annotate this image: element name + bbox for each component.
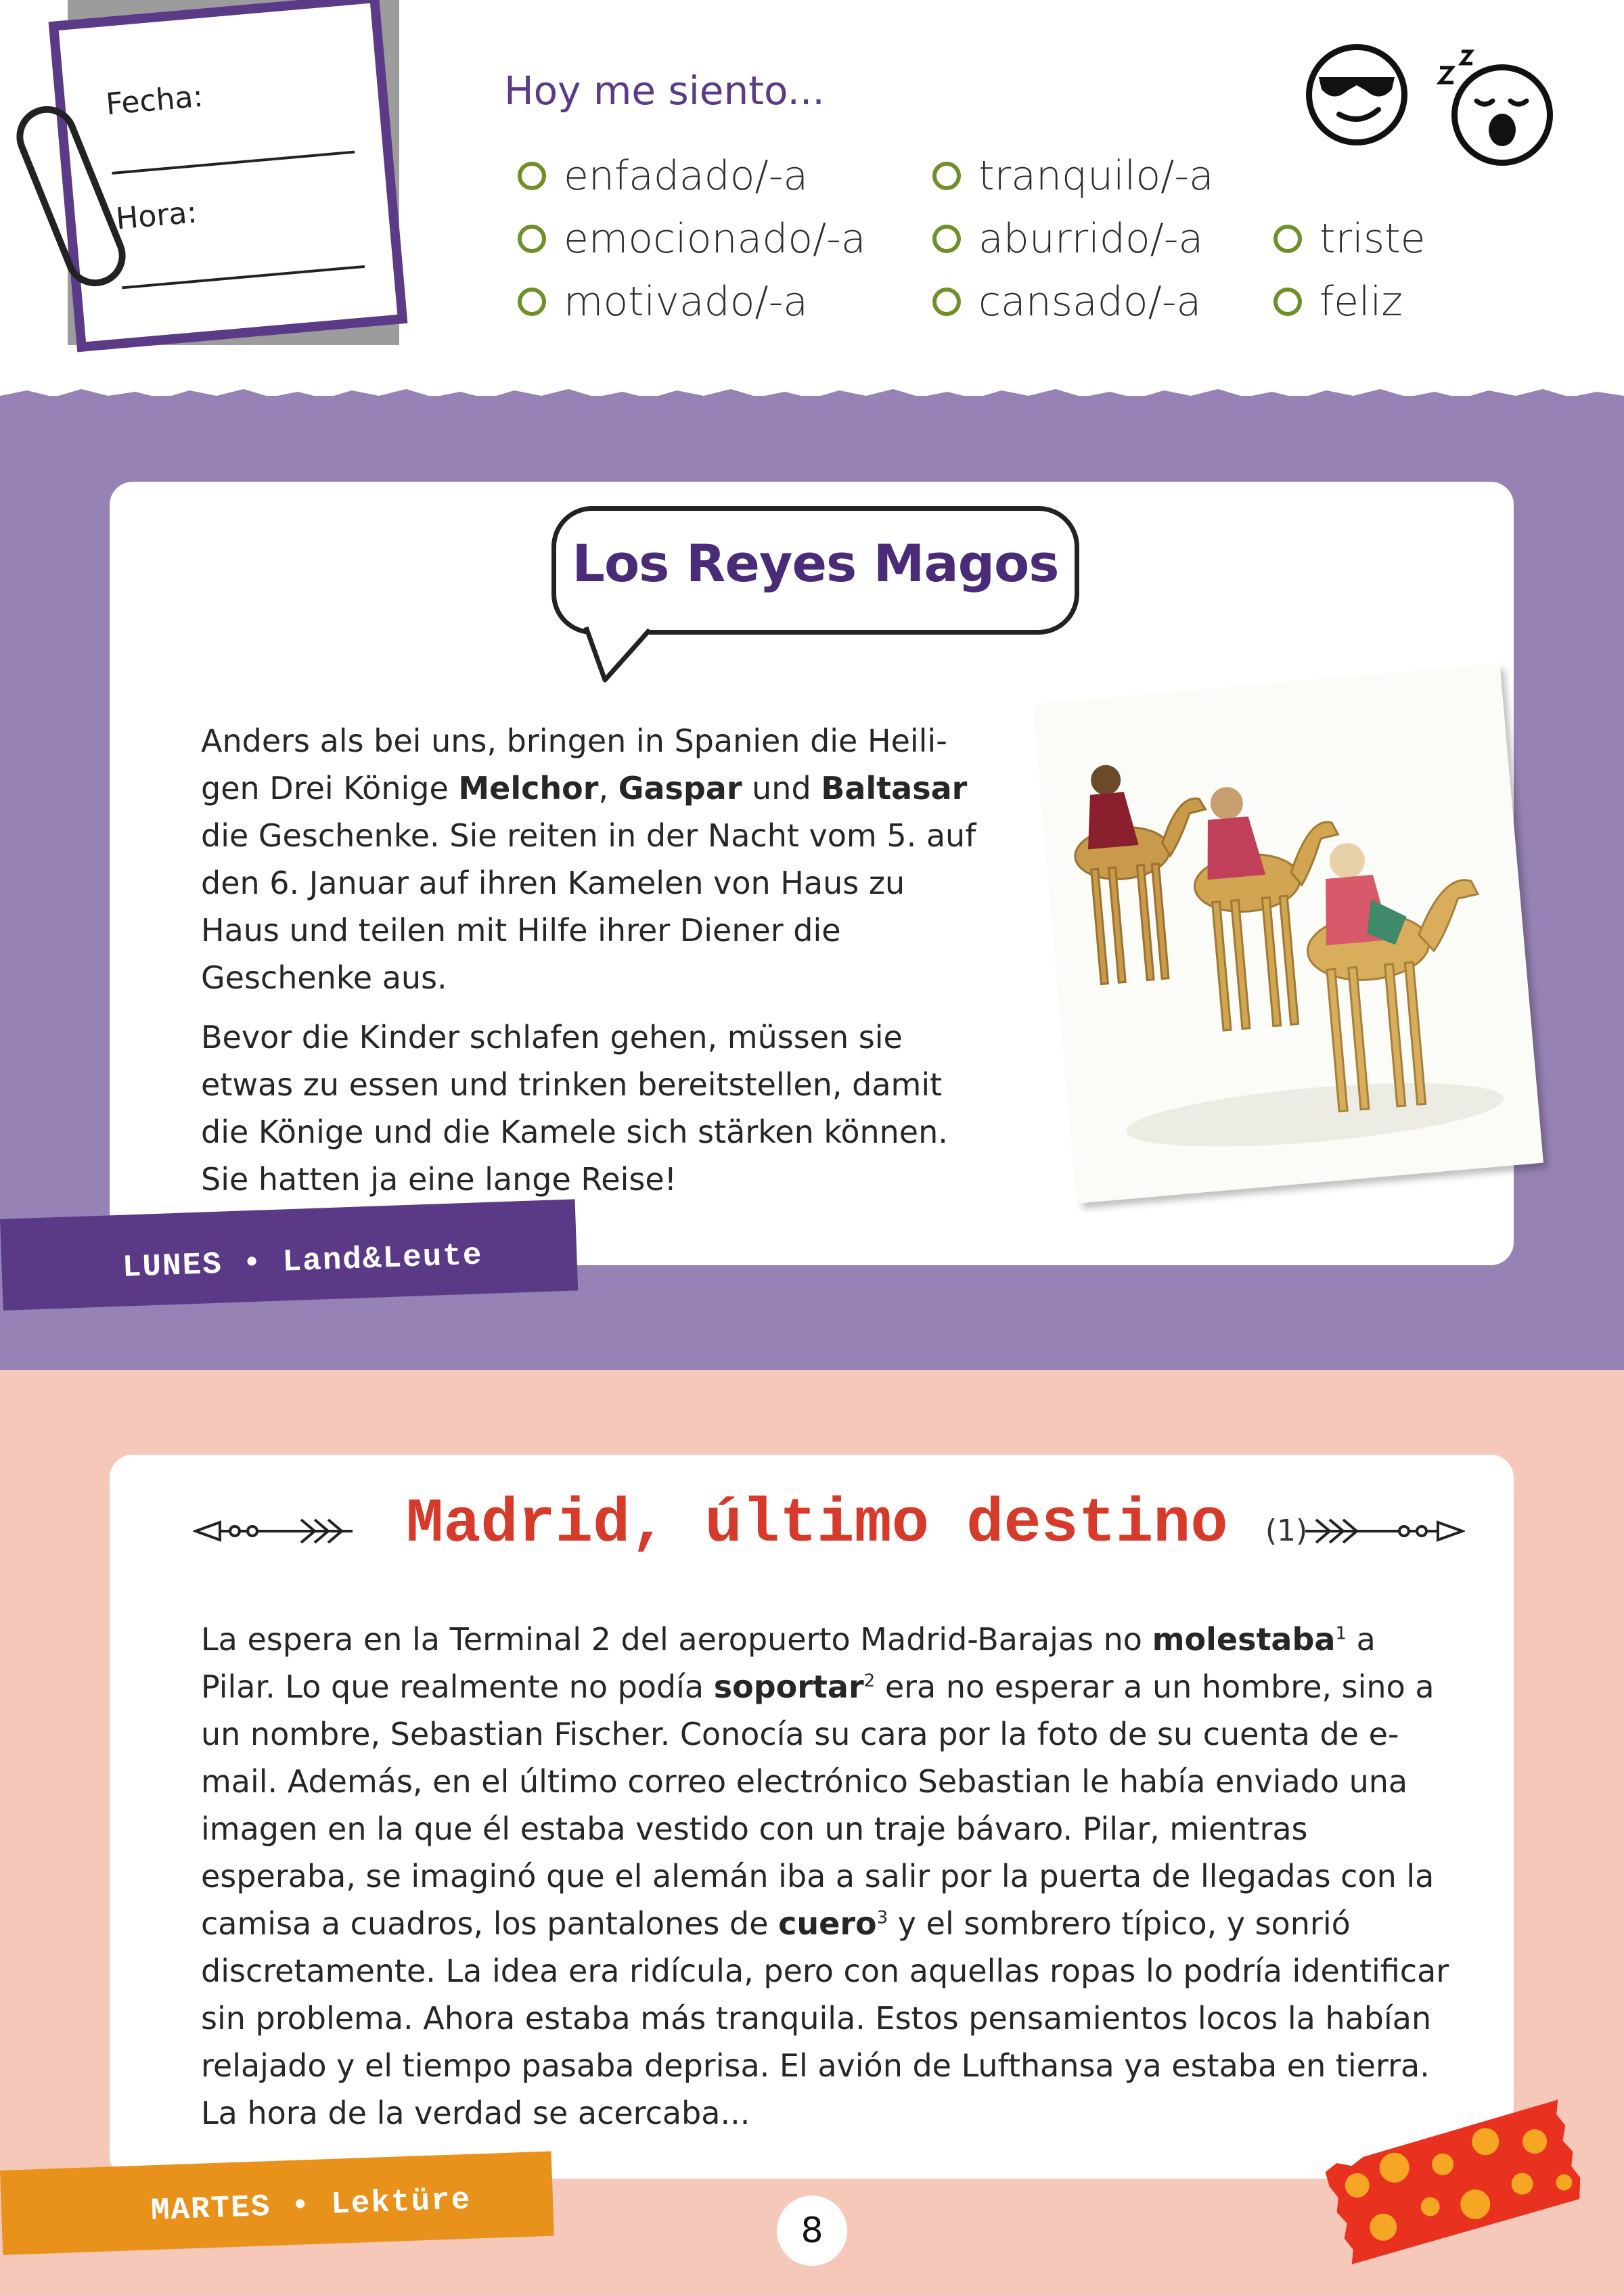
- mood-option-enfadado[interactable]: [518, 152, 808, 200]
- zzz-icon: [1435, 41, 1489, 95]
- vocab-word: soportar: [713, 1668, 864, 1705]
- radio-circle-icon[interactable]: [518, 162, 546, 190]
- radio-circle-icon[interactable]: [932, 288, 961, 316]
- mood-option-label: motivado/-a: [564, 278, 809, 325]
- mood-option-label: enfadado/-a: [564, 152, 809, 200]
- radio-circle-icon[interactable]: [932, 162, 961, 190]
- section-title: Los Reyes Magos: [572, 533, 1059, 593]
- mood-title: Hoy me siento...: [504, 68, 825, 114]
- bold-word: Baltasar: [821, 770, 968, 806]
- story-title: Madrid, último destino (1): [406, 1489, 1308, 1560]
- radio-circle-icon[interactable]: [1273, 225, 1302, 253]
- martes-tag-label: MARTES • Lektüre: [150, 2182, 472, 2229]
- page-number: 8: [777, 2196, 847, 2266]
- speech-bubble-tail: [582, 626, 656, 687]
- mood-option-label: aburrido/-a: [978, 215, 1204, 263]
- radio-circle-icon[interactable]: [518, 288, 546, 316]
- footnote-marker: 3: [876, 1907, 888, 1928]
- vocab-word: cuero: [778, 1905, 877, 1942]
- mood-option-label: tranquilo/-a: [978, 152, 1214, 200]
- arrow-right-decoration-icon: [1303, 1514, 1465, 1548]
- mood-option-cansado[interactable]: [932, 278, 1201, 325]
- mood-option-feliz[interactable]: [1273, 278, 1403, 325]
- radio-circle-icon[interactable]: [1273, 288, 1302, 316]
- story-text: La espera en la Terminal 2 del aeropuerto Madrid-Barajas no molestaba$^1$ a Pilar. Lo que realmente no podía soportar$^2$ era no esperar a un hombre, sino a un nombre, Sebastian Fischer. Conocía su cara por la foto de su cuenta de e-mail. Además, en el último correo electrónico Sebastian le había enviado una imagen en la que él estaba vestido con un traje bávaro. Pilar, mientras esperaba, se imaginó que el alemán iba a salir por la puerta de llegadas con la camisa a cuadros, los pantalones de cuero$^3$ y el sombrero típico, y sonrió discretamente. La idea era ridícula, pero con aquellas ropas lo podría identificar sin problema. Ahora estaba más tranquila. Estos pensamientos locos la habían relajado y el tiempo pasaba deprisa. El avión de Lufthansa ya estaba en tierra. La hora de la verdad se acercaba...: [201, 1621, 1449, 2131]
- mood-option-aburrido[interactable]: [932, 215, 1203, 263]
- torn-edge: [0, 385, 1624, 405]
- time-label: Hora:: [114, 195, 199, 237]
- mood-option-label: cansado/-a: [978, 278, 1202, 325]
- mood-option-triste[interactable]: [1273, 215, 1426, 263]
- radio-circle-icon[interactable]: [518, 225, 546, 253]
- footnote-marker: 1: [1335, 1623, 1347, 1644]
- three-kings-photo: [1035, 664, 1543, 1203]
- cool-face-icon: [1306, 44, 1407, 145]
- radio-circle-icon[interactable]: [932, 225, 961, 253]
- vocab-word: molestaba: [1152, 1621, 1336, 1658]
- paragraph: Anders als bei uns, bringen in Spanien die Heiligen Drei Könige Melchor, Gaspar und Baltasar die Geschenke. Sie reiten in der Nacht vom 5. auf den 6. Januar auf ihren Kamelen von Haus zu Haus und teilen mit Hilfe ihrer Diener die Geschenke aus.: [201, 723, 976, 996]
- mood-option-tranquilo[interactable]: [932, 152, 1214, 200]
- reyes-magos-text: [201, 717, 979, 1215]
- paragraph: Bevor die Kinder schlafen gehen, müssen sie etwas zu essen und trinken bereitstellen, damit die Könige und die Kamele sich stärken können. Sie hatten ja eine lange Reise!: [201, 1019, 948, 1198]
- date-time-note: [49, 0, 408, 352]
- mood-option-label: emocionado/-a: [564, 215, 866, 263]
- arrow-left-decoration-icon: [193, 1514, 355, 1548]
- date-line: [112, 151, 355, 175]
- bold-word: Gaspar: [618, 770, 742, 806]
- time-line: [122, 265, 365, 289]
- episode-number: (1): [1265, 1514, 1308, 1548]
- lunes-tag-label: LUNES • Land&Leute: [122, 1237, 484, 1286]
- mood-option-label: feliz: [1320, 278, 1403, 325]
- bold-word: Melchor: [458, 770, 599, 806]
- mood-option-motivado[interactable]: [518, 278, 808, 325]
- mood-option-label: triste: [1320, 215, 1426, 263]
- mood-option-emocionado[interactable]: [518, 215, 866, 263]
- footnote-marker: 2: [863, 1671, 876, 1691]
- date-label: Fecha:: [104, 78, 205, 122]
